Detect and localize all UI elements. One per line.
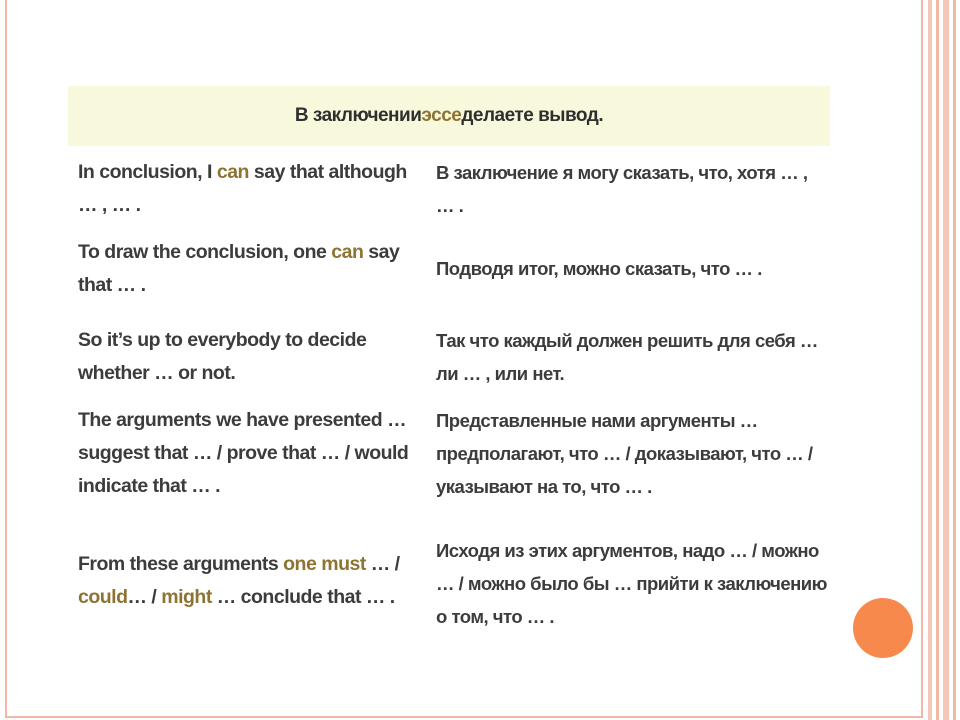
phrase-text: To draw the conclusion, one xyxy=(78,241,332,263)
russian-translation: Так что каждый должен решить для себя … ли … , или нет. xyxy=(436,330,818,384)
phrase-text: … conclude that … . xyxy=(211,586,395,608)
table-row xyxy=(68,316,830,396)
phrase-text: From these arguments xyxy=(78,553,284,575)
accent-circle xyxy=(853,598,913,658)
russian-translation: В заключение я могу сказать, что, хотя … , … . xyxy=(436,162,808,216)
phrase-text: … / xyxy=(365,553,400,575)
table-row xyxy=(68,226,830,316)
table-header: В заключении эссе делаете вывод. xyxy=(68,86,830,146)
phrase-text: In conclusion, I xyxy=(78,161,217,183)
phrase-text: say that although xyxy=(248,161,407,183)
highlighted-word: can xyxy=(331,241,364,263)
english-phrase xyxy=(68,236,422,316)
russian-translation: Исходя из этих аргументов, надо … / можно … / можно было бы … прийти к заключению о том, что … . xyxy=(436,540,827,627)
russian-translation: Подводя итог, можно сказать, что … . xyxy=(436,258,762,279)
table-row xyxy=(68,146,830,226)
english-phrase xyxy=(68,534,422,638)
phrase-text: … / xyxy=(127,586,162,608)
decorative-stripes xyxy=(926,0,960,720)
phrase-text: The arguments we have presented … suggest that … / prove that … / would indicate that … . xyxy=(78,409,409,497)
english-phrase xyxy=(68,404,422,530)
english-phrase xyxy=(68,156,422,226)
table-body xyxy=(68,146,830,638)
highlighted-word: might xyxy=(161,586,212,608)
highlighted-word: could xyxy=(78,586,128,608)
phrase-table xyxy=(68,86,830,638)
phrase-text: … , … . xyxy=(78,194,141,216)
russian-translation: Представленные нами аргументы … предполагают, что … / доказывают, что … / указывают на то, что … . xyxy=(436,410,813,497)
table-row xyxy=(68,396,830,530)
highlighted-word: one must xyxy=(283,553,366,575)
table-row xyxy=(68,530,830,638)
english-phrase xyxy=(68,324,422,396)
highlighted-word: can xyxy=(216,161,249,183)
phrase-text: say that … . xyxy=(78,241,400,296)
phrase-text: So it’s up to everybody to decide whether … or not. xyxy=(78,329,367,384)
